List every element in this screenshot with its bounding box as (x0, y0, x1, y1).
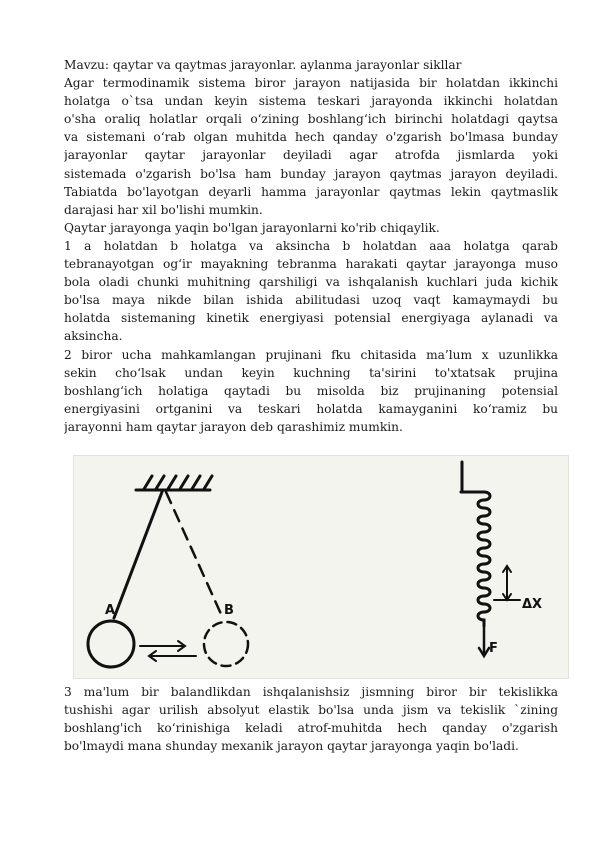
text-line: bola oladi chunki muhitning qarshiligi va ishqalanish kuchlari juda kichik (64, 275, 558, 290)
text-line: boshlang‘ich holatiga qaytadi bu misolda biz prujinaning potensial (64, 383, 558, 398)
text-line: boshlang'ich ko‘rinishiga keladi atrof-muhitda hech qanday o'zgarish (64, 721, 558, 736)
document-body (64, 56, 558, 436)
text-line: jarayonlar qaytar jarayonlar deyiladi agar atrofda jismlarda yoki (64, 148, 558, 163)
text-line: holatda sistemaning kinetik energiyasi potensial energiyaga aylanadi va (64, 311, 558, 326)
label-b: B (224, 603, 234, 618)
paragraph-reversible-definition (64, 74, 558, 219)
paragraph-elastic-collision-example (64, 683, 558, 755)
text-line: va sistemani o‘rab olgan muhitda hech qanday o'zgarish bo'lmasa bunday (64, 130, 558, 145)
text-line: holatga o`tsa undan keyin sistema teskari jarayonda ikkinchi holatdan (64, 94, 558, 109)
text-line: o'sha oraliq holatlar orqali o‘zining boshlang‘ich birinchi holatdagi qaytsa (64, 112, 558, 127)
paragraph-pendulum-example (64, 237, 558, 346)
spring-diagram (461, 462, 520, 656)
text-line: sekin cho‘lsak undan keyin kuchning ta'sirini to'xtatsak prujina (64, 365, 558, 380)
pendulum-ball-a (88, 621, 134, 667)
text-line: bo'lmaydi mana shunday mexanik jarayon qaytar jarayonga yaqin bo'ladi. (64, 739, 519, 754)
text-line: jarayonni ham qaytar jarayon deb qarashimiz mumkin. (64, 419, 403, 434)
text-line: bo'lsa maya nikde bilan ishida abilitudasi uzoq vaqt kamaymaydi bu (64, 293, 558, 308)
pendulum-spring-figure (73, 455, 569, 679)
text-line: aksincha. (64, 329, 123, 344)
label-a: A (105, 603, 116, 618)
text-line: sistemada o'zgarish bo'lsa ham bunday jarayon qaytmas jarayon deyiladi. (64, 166, 558, 181)
paragraph-spring-example (64, 346, 558, 436)
text-line: Agar termodinamik sistema biror jarayon natijasida bir holatdan ikkinchi (64, 76, 558, 91)
text-line: energiyasini ortganini va teskari holatda kamayganini ko‘ramiz bu (64, 401, 558, 416)
figure-drawing (74, 456, 568, 678)
paragraph-intro (64, 219, 558, 237)
document-title: Mavzu: qaytar va qaytmas jarayonlar. aylanma jarayonlar sikllar (64, 58, 462, 72)
text-line: Qaytar jarayonga yaqin bo'lgan jarayonlarni ko'rib chiqaylik. (64, 220, 440, 235)
text-line: 2 biror ucha mahkamlangan prujinani fku chitasida ma’lum x uzunlikka (64, 347, 558, 362)
pendulum-string-a (114, 492, 162, 618)
text-line: tushishi agar urilish absolyut elastik bo'lsa unda jism va tekislik `zining (64, 703, 558, 718)
text-line: darajasi har xil bo'lishi mumkin. (64, 202, 263, 217)
label-dx: ΔX (522, 597, 543, 612)
text-line: Tabiatda bo'layotgan deyarli hamma jarayonlar qaytmas lekin qaytmaslik (64, 184, 558, 199)
spring-coil (478, 492, 490, 626)
label-f: F (489, 641, 498, 656)
text-line: tebranayotgan og‘ir mayakning tebranma harakati qaytar jarayonga muso (64, 257, 558, 272)
text-line: 1 a holatdan b holatga va aksincha b holatdan aaa holatga qarab (64, 238, 558, 253)
text-line: 3 ma'lum bir balandlikdan ishqalanishsiz jismning biror bir tekislikka (64, 685, 558, 699)
pendulum-ball-b (204, 622, 248, 666)
pendulum-string-b (166, 492, 221, 614)
